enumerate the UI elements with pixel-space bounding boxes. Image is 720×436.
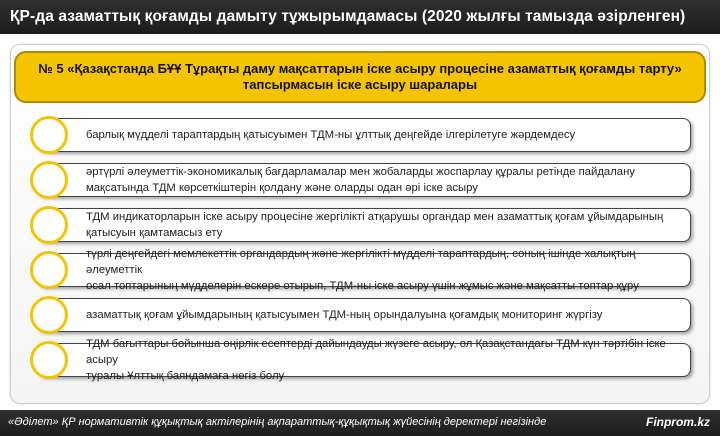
brand-logo-text: Finprom.kz — [645, 415, 710, 429]
banner-title-line-1: № 5 «Қазақстанда БҰҰ Тұрақты даму мақсаттарын іске асыру процесіне азаматтық қоғамды тарту» — [38, 61, 682, 76]
measure-item-5 — [37, 298, 691, 332]
page-title: ҚР-да азаматтық қоғамды дамыту тұжырымдамасы (2020 жылғы тамызда әзірленген) — [10, 8, 686, 25]
item-bullet-circle — [30, 251, 68, 289]
measure-text-line: ТДМ индикаторларын іске асыру процесіне жергілікті атқарушы органдар мен азаматтық қоғам ұйымдарының — [86, 211, 664, 223]
measure-text — [86, 338, 684, 382]
measure-text — [86, 299, 684, 331]
measure-text-line: қатысуын қамтамасыз ету — [86, 227, 223, 239]
footer-bar — [0, 410, 720, 436]
item-bullet-circle — [30, 206, 68, 244]
measure-text-line: әртүрлі әлеуметтік-экономикалық бағдарламалар мен жобаларды жоспарлау құралы ретінде пайдалану — [86, 166, 635, 178]
measure-item-1 — [37, 118, 691, 152]
header-bar — [0, 0, 720, 34]
measure-text — [86, 164, 684, 196]
task-banner — [14, 51, 706, 103]
banner-title-line-2: тапсырмасын іске асыру шаралары — [242, 77, 478, 92]
measure-text — [86, 209, 684, 241]
item-bullet-circle — [30, 296, 68, 334]
source-note: «Әділет» ҚР нормативтік құқықтық актілерінің ақпараттық-құқықтық жүйесінің деректері негізінде — [8, 416, 547, 428]
item-bullet-circle — [30, 161, 68, 199]
measure-text-line: туралы Ұлттық баяндамаға негіз болу — [86, 370, 285, 382]
measure-item-6 — [37, 338, 691, 382]
measure-text-line: ТДМ бағыттары бойынша өңірлік есептерді дайындауды жүзеге асыру, ол Қазақстандағы ТДМ күн тәртібін іске асыру — [86, 338, 666, 366]
measure-text — [86, 248, 684, 292]
measure-item-3 — [37, 208, 691, 242]
measure-item-4 — [37, 248, 691, 292]
measure-text-line: түрлі деңгейдегі мемлекеттік органдардың және жергілікті мүдделі тараптардың, соның ішінде халықтың әлеуметтік — [86, 248, 636, 276]
item-bullet-circle — [30, 341, 68, 379]
measure-text-line: азаматтық қоғам ұйымдарының қатысуымен ТДМ-ның орындалуына қоғамдық мониторинг жүргізу — [86, 309, 603, 321]
measure-text-line: барлық мүдделі тараптардың қатысуымен ТДМ-ны ұлттық деңгейде ілгерілетуге жәрдемдесу — [86, 129, 576, 141]
measure-item-2 — [37, 163, 691, 197]
item-bullet-circle — [30, 116, 68, 154]
measure-text — [86, 119, 684, 151]
measure-text-line: мақсатында ТДМ көрсеткіштерін қолдану және оларды одан әрі іске асыру — [86, 182, 478, 194]
measure-text-line: осал топтарының мүдделерін ескере отырып, ТДМ-ны іске асыру үшін жұмыс және мақсатты топтар құру — [86, 280, 639, 292]
